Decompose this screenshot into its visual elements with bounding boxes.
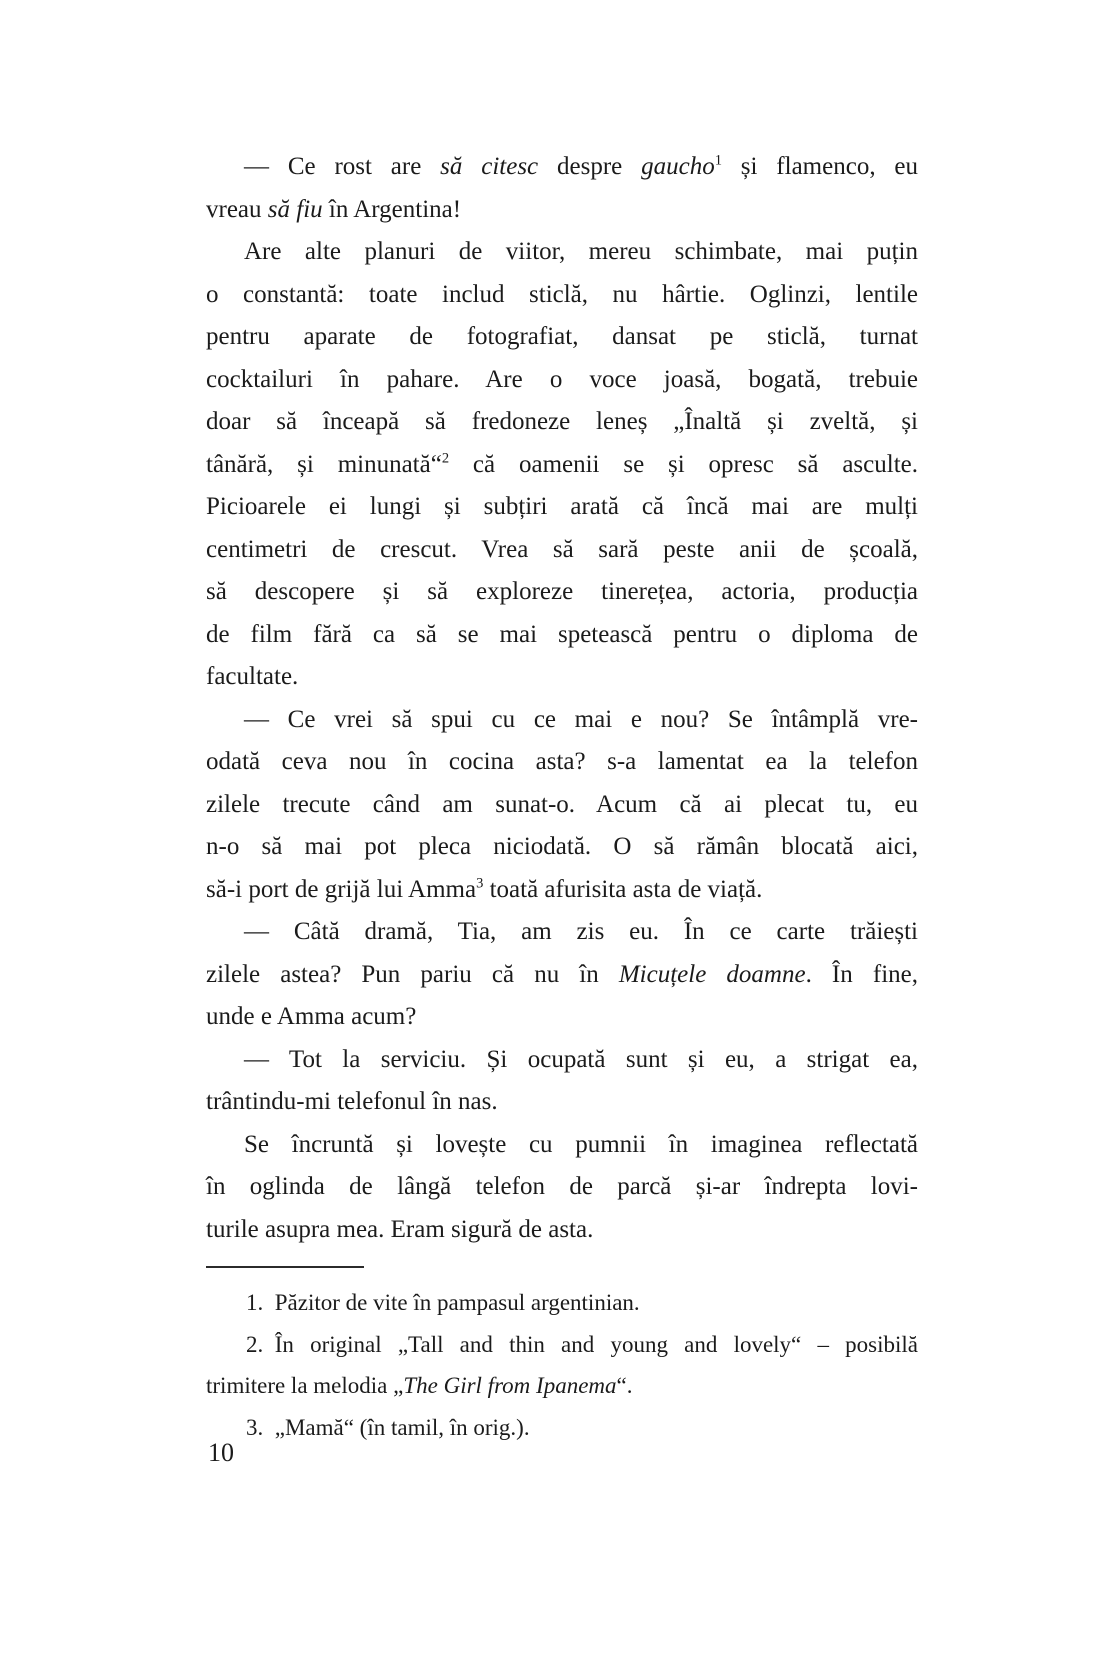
- italic-text: să citesc: [440, 153, 539, 180]
- text-segment: — Câtă dramă, Tia, am zis eu. În ce carte trăiești: [244, 918, 918, 945]
- text-segment: trântindu-mi telefonul în nas.: [206, 1088, 498, 1115]
- footnote: [206, 1407, 918, 1449]
- text-line: [206, 869, 918, 912]
- text-segment: doar să înceapă să fredoneze leneș „Înaltă și zveltă, și: [206, 408, 918, 435]
- text-segment: Se încruntă și lovește cu pumnii în imaginea reflectată: [244, 1130, 918, 1158]
- paragraph: [206, 1039, 918, 1124]
- text-segment: turile asupra mea. Eram sigură de asta.: [206, 1215, 594, 1243]
- text-segment: trimitere la melodia „: [206, 1373, 404, 1398]
- footnotes: [206, 1282, 918, 1448]
- footnote-separator: [206, 1266, 364, 1268]
- text-line: [206, 486, 918, 529]
- text-line: [206, 1081, 918, 1124]
- italic-text: gaucho: [641, 153, 715, 180]
- italic-text: să fiu: [267, 195, 323, 223]
- text-segment: despre: [538, 153, 642, 180]
- text-segment: în Argentina!: [322, 195, 462, 223]
- text-segment: Picioarele ei lungi și subțiri arată că încă mai are mulți: [206, 493, 918, 520]
- text-segment: 2. În original „Tall and thin and young and lovely“ – posibilă: [246, 1331, 918, 1357]
- footnote-area: [206, 1258, 918, 1448]
- text-segment: n-o să mai pot pleca niciodată. O să rămân blocată aici,: [206, 833, 918, 860]
- text-line: [206, 911, 918, 954]
- text-segment: cocktailuri în pahare. Are o voce joasă, bogată, trebuie: [206, 365, 918, 393]
- text-segment: să descopere și să exploreze tinerețea, actoria, producția: [206, 578, 918, 605]
- italic-text: The Girl from Ipanema: [403, 1373, 617, 1398]
- paragraph: [206, 911, 918, 1039]
- paragraph: [206, 231, 918, 699]
- paragraph: [206, 699, 918, 912]
- text-segment: zilele trecute când am sunat-o. Acum că ai plecat tu, eu: [206, 790, 918, 818]
- page-number: 10: [208, 1438, 234, 1467]
- text-line: [206, 571, 918, 614]
- footnote: [206, 1282, 918, 1324]
- paragraph: [206, 146, 918, 231]
- text-segment: — Ce rost are: [244, 153, 441, 180]
- text-line: [206, 784, 918, 827]
- body-text: [206, 146, 918, 1251]
- text-segment: — Tot la serviciu. Și ocupată sunt și eu, a strigat ea,: [244, 1045, 918, 1073]
- text-segment: zilele astea? Pun pariu că nu în: [206, 960, 619, 988]
- text-line: [206, 699, 918, 742]
- text-line: [206, 954, 918, 997]
- text-line: [206, 444, 918, 487]
- text-line: [206, 996, 918, 1039]
- text-segment: — Ce vrei să spui cu ce mai e nou? Se întâmplă vre-: [244, 705, 918, 733]
- text-line: [206, 741, 918, 784]
- text-segment: . În fine,: [805, 960, 918, 988]
- text-line: [206, 529, 918, 572]
- text-segment: vreau: [206, 195, 268, 223]
- text-line: [206, 1365, 918, 1407]
- footnote-ref: 1: [714, 152, 722, 169]
- footnote-ref: 3: [476, 875, 484, 892]
- text-segment: 1. Păzitor de vite în pampasul argentinian.: [246, 1290, 640, 1315]
- text-segment: în oglinda de lângă telefon de parcă și-ar îndrepta lovi-: [206, 1173, 918, 1200]
- text-line: [206, 189, 918, 232]
- footnote: [206, 1324, 918, 1407]
- text-line: [206, 1324, 918, 1366]
- text-segment: să-i port de grijă lui Amma: [206, 875, 477, 903]
- text-line: [206, 359, 918, 402]
- text-segment: Are alte planuri de viitor, mereu schimbate, mai puțin: [244, 238, 918, 265]
- italic-text: Micuțele doamne: [618, 960, 806, 988]
- text-line: [206, 1407, 918, 1449]
- text-segment: tânără, și minunată“: [206, 450, 442, 478]
- text-segment: că oamenii se și opresc să asculte.: [449, 450, 918, 478]
- text-line: [206, 826, 918, 869]
- text-line: [206, 614, 918, 657]
- text-segment: toată afurisita asta de viață.: [483, 875, 763, 903]
- text-segment: “.: [616, 1373, 633, 1398]
- text-segment: centimetri de crescut. Vrea să sară peste anii de școală,: [206, 535, 918, 563]
- text-segment: de film fără ca să se mai spetească pentru o diploma de: [206, 620, 918, 648]
- footnote-ref: 2: [441, 450, 450, 467]
- text-line: [206, 1166, 918, 1209]
- text-segment: o constantă: toate includ sticlă, nu hârtie. Oglinzi, lentile: [206, 280, 918, 308]
- text-segment: unde e Amma acum?: [206, 1003, 417, 1030]
- text-line: [206, 401, 918, 444]
- text-segment: 3. „Mamă“ (în tamil, în orig.).: [246, 1414, 530, 1440]
- text-segment: și flamenco, eu: [721, 153, 919, 180]
- text-line: [206, 231, 918, 274]
- text-line: [206, 1039, 918, 1082]
- text-line: [206, 1282, 918, 1324]
- text-segment: pentru aparate de fotografiat, dansat pe sticlă, turnat: [206, 323, 918, 350]
- text-line: [206, 274, 918, 317]
- text-segment: odată ceva nou în cocina asta? s-a lamentat ea la telefon: [206, 748, 918, 775]
- text-line: [206, 656, 918, 699]
- text-line: [206, 316, 918, 359]
- text-line: [206, 1209, 918, 1252]
- text-line: [206, 1124, 918, 1167]
- paragraph: [206, 1124, 918, 1252]
- text-segment: facultate.: [206, 663, 299, 690]
- text-line: [206, 146, 918, 189]
